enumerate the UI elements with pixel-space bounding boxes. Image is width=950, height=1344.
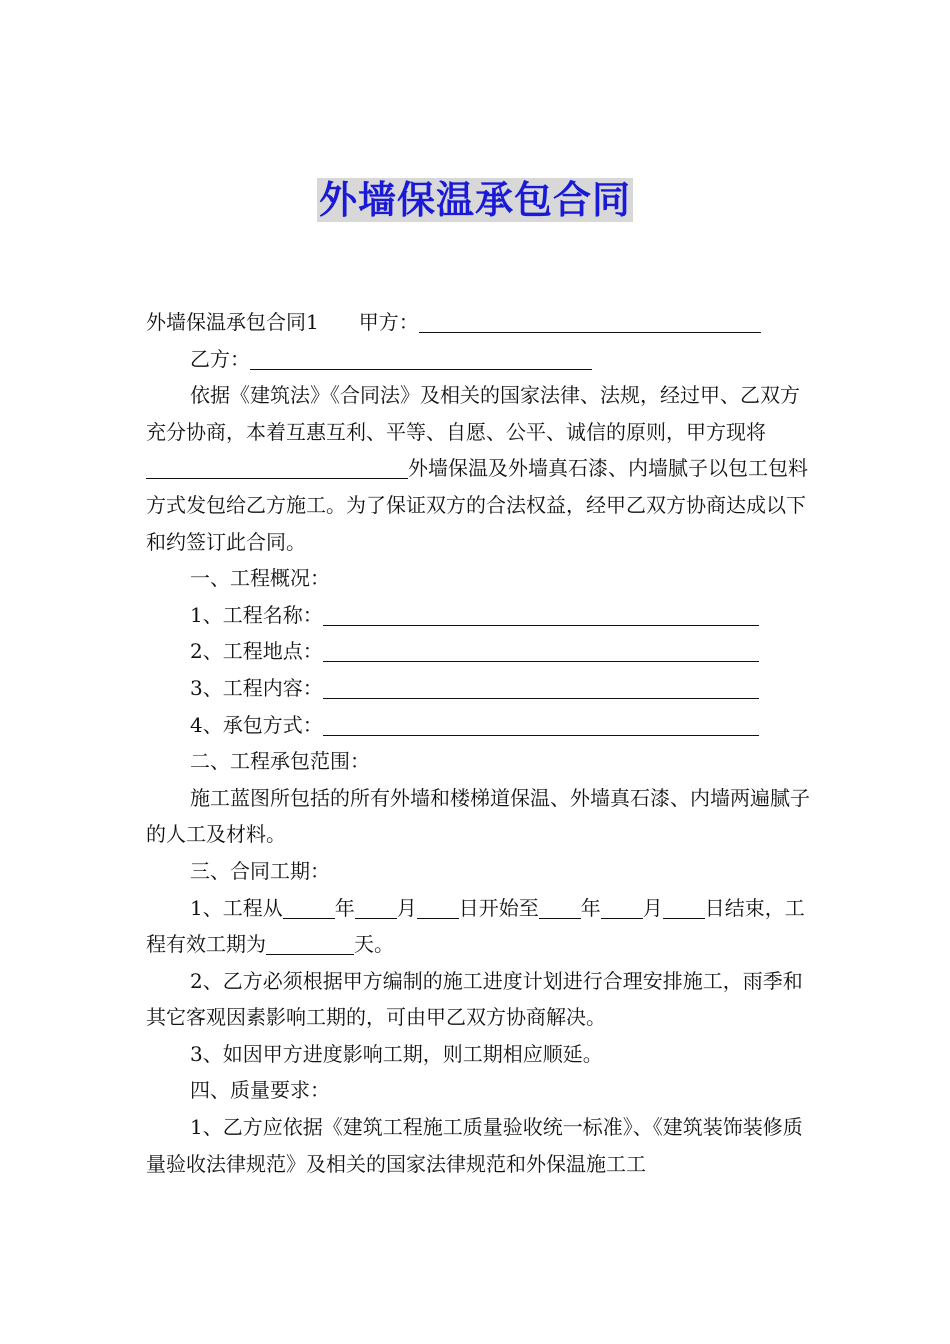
project-content-blank [323, 672, 759, 699]
end-day-blank [663, 892, 705, 919]
party-b-blank [250, 343, 592, 370]
start-month-blank [355, 892, 397, 919]
project-content-label: 3、工程内容： [190, 675, 323, 700]
contract-heading: 外墙保温承包合同1 [146, 310, 319, 334]
project-content-line [146, 670, 816, 707]
clause-text: 天。 [354, 932, 394, 957]
clause-text: 年 [580, 895, 601, 920]
preamble-paragraph [146, 377, 816, 560]
clause-text: 日结束，工程有效工期为 [146, 895, 805, 957]
end-month-blank [601, 892, 643, 919]
clause-text: 1、工程从 [190, 895, 283, 920]
project-blank [146, 452, 408, 479]
document-title: 外墙保温承包合同 [318, 178, 631, 222]
project-location-line [146, 633, 816, 670]
clause-text: 日开始至 [458, 895, 539, 920]
party-b-line [146, 341, 816, 378]
section-1-heading: 一、工程概况： [190, 566, 330, 591]
title-wrap [0, 178, 950, 222]
quality-clause-1: 1、乙方应依据《建筑工程施工质量验收统一标准》、《建筑装饰装修质量验收法律规范》及相关的国家法律规范和外保温施工工 [146, 1115, 803, 1176]
schedule-clause-3: 3、如因甲方进度影响工期，则工期相应顺延。 [190, 1041, 603, 1066]
party-a-line [146, 304, 816, 341]
contract-method-line [146, 707, 816, 744]
party-a-label: 甲方： [358, 310, 419, 334]
section-4-heading: 四、质量要求： [190, 1078, 330, 1103]
clause-text: 年 [334, 895, 355, 920]
document-body [146, 304, 816, 1182]
project-name-line [146, 597, 816, 634]
preamble-part-1: 依据《建筑法》《合同法》及相关的国家法律、法规，经过甲、乙双方充分协商，本着互惠互利、平等、自愿、公平、诚信的原则，甲方现将 [146, 383, 800, 444]
clause-text: 月 [396, 895, 417, 920]
contract-method-label: 4、承包方式： [190, 712, 323, 737]
end-year-blank [539, 892, 581, 919]
contract-method-blank [323, 709, 759, 736]
section-2-heading: 二、工程承包范围： [190, 749, 370, 774]
clause-text: 月 [642, 895, 663, 920]
project-name-blank [323, 599, 759, 626]
party-a-blank [419, 306, 761, 333]
duration-blank [266, 928, 354, 955]
project-name-label: 1、工程名称： [190, 602, 323, 627]
schedule-clause-1 [146, 890, 816, 963]
preamble-part-2: 外墙保温及外墙真石漆、内墙腻子以包工包料方式发包给乙方施工。为了保证双方的合法权益，经甲乙双方协商达成以下和约签订此合同。 [146, 456, 808, 554]
start-year-blank [283, 892, 335, 919]
schedule-clause-2: 2、乙方必须根据甲方编制的施工进度计划进行合理安排施工，雨季和其它客观因素影响工期的，可由甲乙双方协商解决。 [146, 968, 803, 1030]
section-3-heading: 三、合同工期： [190, 858, 330, 883]
project-location-label: 2、工程地点： [190, 639, 323, 664]
party-b-label: 乙方： [190, 346, 250, 371]
section-2-text: 施工蓝图所包括的所有外墙和楼梯道保温、外墙真石漆、内墙两遍腻子的人工及材料。 [146, 785, 810, 847]
start-day-blank [417, 892, 459, 919]
project-location-blank [323, 635, 759, 662]
